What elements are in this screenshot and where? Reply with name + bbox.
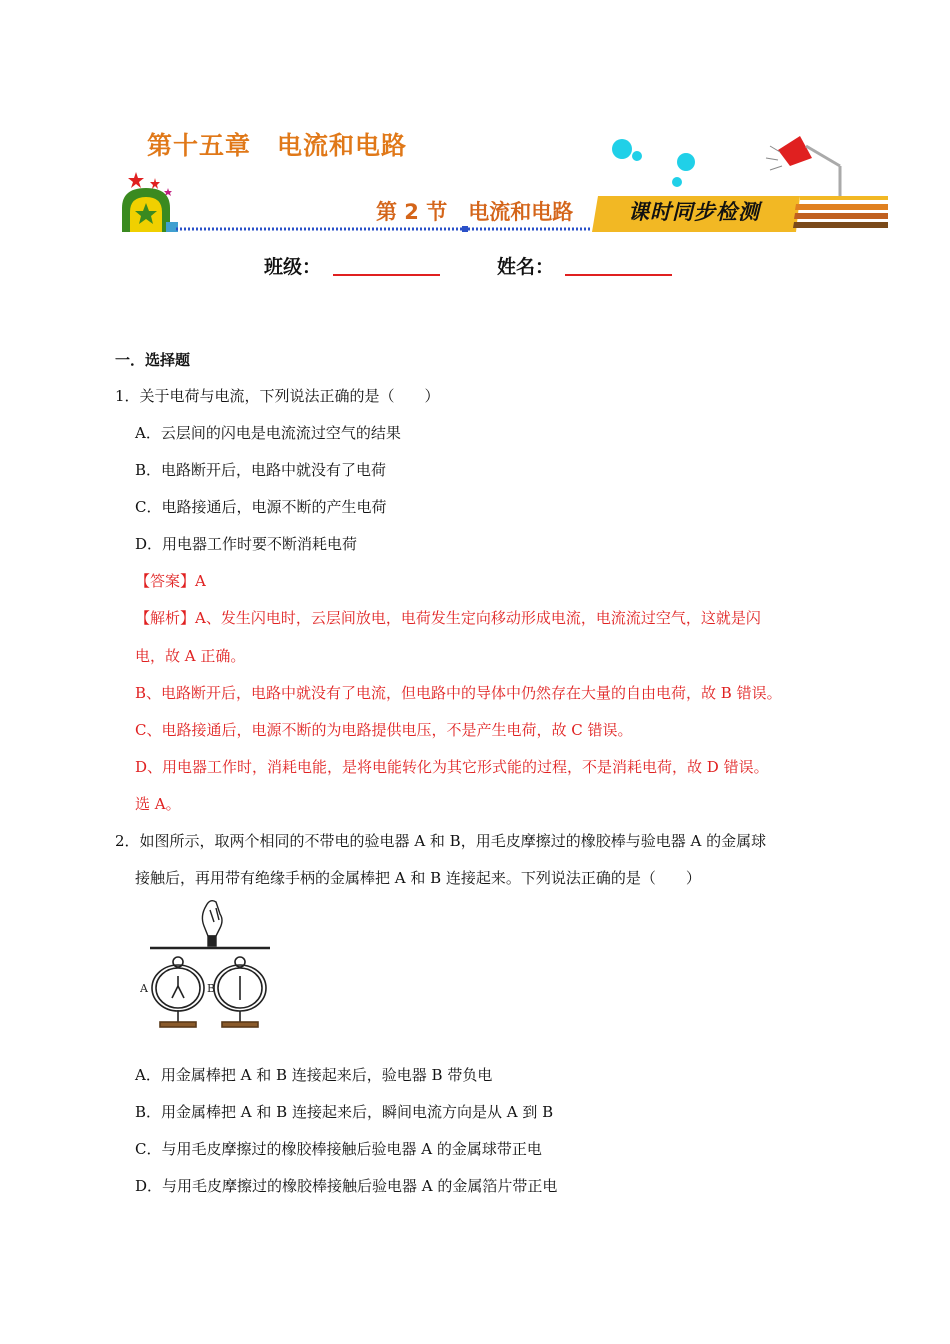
q1-analysis-line: D、用电器工作时，消耗电能，是将电能转化为其它形式能的过程，不是消耗电荷，故 D 错误。	[135, 758, 769, 776]
q2-option-b: B．用金属棒把 A 和 B 连接起来后，瞬间电流方向是从 A 到 B	[135, 1103, 554, 1121]
q1-option-b: B．电路断开后，电路中就没有了电荷	[135, 461, 387, 479]
chapter-title: 第十五章 电流和电路	[147, 131, 408, 160]
q1-analysis-line: 选 A。	[135, 795, 181, 813]
q1-answer: 【答案】A	[135, 572, 206, 590]
electroscope-figure	[140, 896, 275, 1036]
section-title: 第 2 节 电流和电路	[376, 200, 574, 224]
bubbles-icon	[612, 139, 695, 187]
figure-label-b: B	[207, 982, 216, 995]
figure-label-a: A	[140, 982, 148, 995]
electroscope-a	[152, 957, 204, 1027]
hand-icon	[202, 901, 222, 946]
q2-option-a: A．用金属棒把 A 和 B 连接起来后，验电器 B 带负电	[135, 1066, 493, 1084]
class-blank[interactable]	[333, 252, 440, 276]
q1-analysis-line: 【解析】A、发生闪电时，云层间放电，电荷发生定向移动形成电流，电流流过空气，这就是闪	[135, 609, 761, 627]
q1-option-a: A．云层间的闪电是电流流过空气的结果	[135, 424, 401, 442]
q1-analysis-line: B、电路断开后，电路中就没有了电流，但电路中的导体中仍然存在大量的自由电荷，故 B 错误。	[135, 684, 782, 702]
class-label: 班级：	[264, 256, 322, 278]
electroscope-b	[214, 957, 266, 1027]
ribbon-label: 课时同步检测	[628, 200, 760, 224]
q1-option-d: D．用电器工作时要不断消耗电荷	[135, 535, 358, 553]
q2-stem: 2．如图所示，取两个相同的不带电的验电器 A 和 B，用毛皮摩擦过的橡胶棒与验电器 A 的金属球	[115, 832, 767, 850]
q1-stem: 1．关于电荷与电流，下列说法正确的是（ ）	[115, 387, 440, 405]
q1-analysis-line: C、电路接通后，电源不断的为电路提供电压，不是产生电荷，故 C 错误。	[135, 721, 633, 739]
name-blank[interactable]	[565, 252, 672, 276]
q2-option-d: D．与用毛皮摩擦过的橡胶棒接触后验电器 A 的金属箔片带正电	[135, 1177, 558, 1195]
q2-stem-continued: 接触后，再用带有绝缘手柄的金属棒把 A 和 B 连接起来。下列说法正确的是（ ）	[135, 869, 701, 887]
q1-option-c: C．电路接通后，电源不断的产生电荷	[135, 498, 387, 516]
lamp-icon	[766, 136, 840, 196]
name-label: 姓名：	[497, 256, 555, 278]
q1-analysis-line: 电，故 A 正确。	[135, 647, 246, 665]
section-heading: 一．选择题	[115, 351, 191, 369]
q2-option-c: C．与用毛皮摩擦过的橡胶棒接触后验电器 A 的金属球带正电	[135, 1140, 542, 1158]
